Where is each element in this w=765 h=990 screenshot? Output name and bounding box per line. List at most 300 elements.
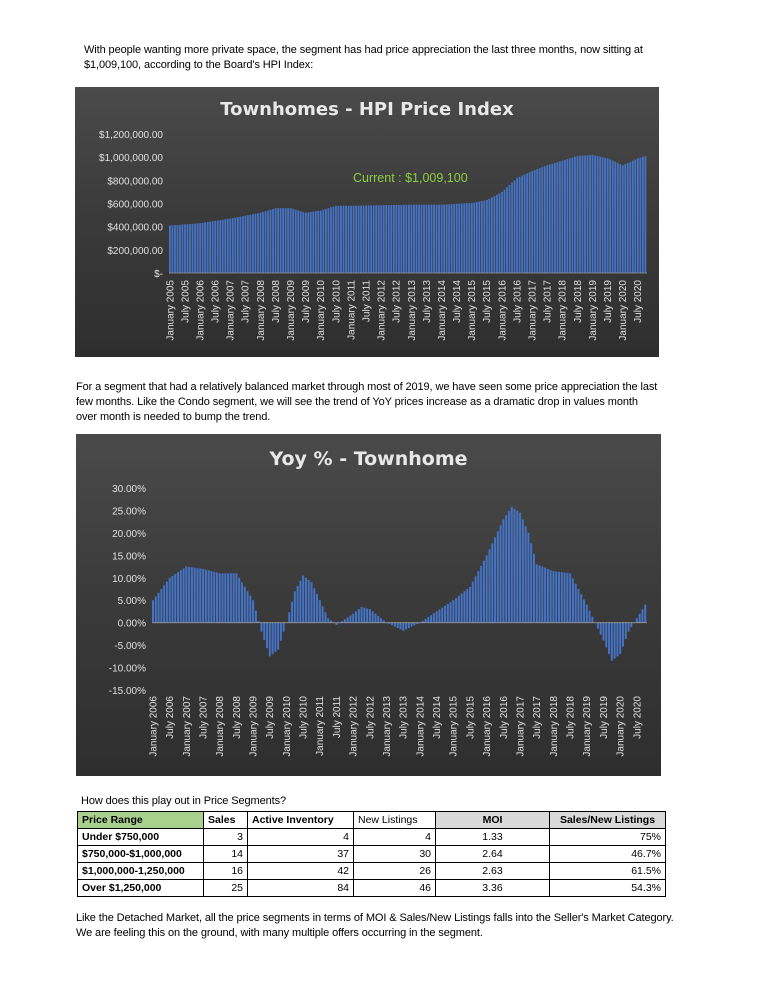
- cell-active-inventory: 84: [248, 880, 354, 897]
- hpi-bar: [461, 204, 463, 274]
- cell-price-range: $1,000,000-1,250,000: [78, 863, 204, 880]
- hpi-bar: [521, 176, 523, 273]
- yoy-bar: [269, 623, 271, 657]
- yoy-bar: [405, 623, 407, 630]
- yoy-bar: [463, 591, 465, 622]
- hpi-bar: [599, 157, 601, 273]
- yoy-bar: [177, 572, 179, 623]
- yoy-x-tick: July 2014: [432, 696, 444, 739]
- yoy-bar: [283, 623, 285, 632]
- hpi-bar: [368, 205, 370, 273]
- yoy-x-tick: January 2016: [482, 696, 494, 757]
- hpi-bar: [275, 208, 277, 273]
- hpi-x-tick: July 2010: [331, 280, 343, 323]
- hpi-x-tick: July 2018: [572, 280, 584, 323]
- hpi-x-tick: July 2007: [240, 280, 252, 323]
- hpi-bar: [624, 164, 626, 273]
- hpi-bar: [534, 170, 536, 273]
- yoy-x-tick: July 2016: [498, 696, 510, 739]
- yoy-bar: [155, 596, 157, 622]
- cell-sales-new-listings: 54.3%: [550, 880, 666, 897]
- hpi-bar: [320, 210, 322, 273]
- yoy-x-tick: July 2019: [598, 696, 610, 739]
- yoy-bar: [444, 606, 446, 623]
- yoy-bar: [636, 618, 638, 622]
- yoy-bar: [347, 617, 349, 622]
- cell-moi: 2.64: [436, 846, 550, 863]
- yoy-bar: [227, 573, 229, 622]
- hpi-x-tick: July 2012: [391, 280, 403, 323]
- yoy-bar: [616, 623, 618, 657]
- yoy-bar: [455, 598, 457, 623]
- cell-sales: 14: [204, 846, 248, 863]
- hpi-bar: [204, 222, 206, 273]
- yoy-bar: [402, 623, 404, 631]
- yoy-bar: [497, 531, 499, 622]
- yoy-chart: [76, 434, 661, 776]
- hpi-bar: [250, 215, 252, 273]
- yoy-bar: [589, 611, 591, 623]
- yoy-bar: [169, 578, 171, 623]
- yoy-bar: [196, 568, 198, 623]
- yoy-bar: [614, 623, 616, 659]
- hpi-bar: [282, 208, 284, 273]
- hpi-bar: [426, 205, 428, 273]
- hpi-bar: [566, 159, 568, 273]
- hpi-x-tick: January 2006: [195, 280, 207, 341]
- hpi-bar: [504, 190, 506, 273]
- yoy-bar: [316, 594, 318, 622]
- hpi-bar: [589, 155, 591, 273]
- hpi-bar: [423, 205, 425, 273]
- hpi-bar: [363, 206, 365, 273]
- yoy-x-tick: January 2019: [582, 696, 594, 757]
- yoy-y-tick: 5.00%: [117, 596, 146, 608]
- hpi-bar: [390, 205, 392, 273]
- hpi-bar: [353, 206, 355, 273]
- yoy-bar: [530, 543, 532, 622]
- yoy-bar: [552, 571, 554, 623]
- hpi-bar: [335, 206, 337, 273]
- hpi-bar: [642, 157, 644, 273]
- yoy-bar: [580, 594, 582, 622]
- yoy-chart-plot: [76, 434, 661, 776]
- hpi-bar: [526, 173, 528, 273]
- yoy-bar: [397, 623, 399, 628]
- yoy-bar: [369, 609, 371, 622]
- hpi-bar: [549, 165, 551, 274]
- yoy-y-tick: 10.00%: [112, 573, 146, 585]
- yoy-bar: [280, 623, 282, 641]
- yoy-bar: [238, 578, 240, 623]
- hpi-bar: [172, 225, 174, 273]
- yoy-x-tick: January 2006: [148, 696, 160, 757]
- hpi-bar: [222, 220, 224, 273]
- yoy-bar: [363, 608, 365, 623]
- hpi-bar: [458, 204, 460, 273]
- table-header-row: [78, 812, 666, 829]
- hpi-bar: [383, 205, 385, 273]
- hpi-bar: [169, 226, 171, 273]
- hpi-bar: [413, 205, 415, 273]
- hpi-bar: [483, 201, 485, 273]
- yoy-bar: [185, 567, 187, 623]
- hpi-y-tick: $800,000.00: [107, 176, 163, 188]
- yoy-bar: [644, 605, 646, 623]
- yoy-bar: [550, 570, 552, 623]
- hpi-bar: [297, 210, 299, 273]
- yoy-bar: [374, 614, 376, 623]
- hpi-bar: [365, 206, 367, 273]
- hpi-bar: [373, 205, 375, 273]
- hpi-bar: [272, 209, 274, 273]
- hpi-bar: [237, 217, 239, 273]
- cell-new-listings: 30: [354, 846, 436, 863]
- yoy-bar: [380, 618, 382, 622]
- yoy-bar: [308, 580, 310, 623]
- yoy-bar: [322, 606, 324, 622]
- yoy-y-tick: 0.00%: [117, 618, 146, 630]
- yoy-y-tick: 20.00%: [112, 528, 146, 540]
- yoy-x-tick: July 2011: [331, 696, 343, 739]
- hpi-bar: [207, 222, 209, 273]
- hpi-bar: [556, 162, 558, 273]
- yoy-x-tick: January 2020: [615, 696, 627, 757]
- hpi-bar: [441, 205, 443, 273]
- yoy-bar: [430, 615, 432, 622]
- hpi-bar: [536, 169, 538, 273]
- yoy-bar: [450, 602, 452, 623]
- hpi-bar: [295, 210, 297, 273]
- yoy-y-tick: -15.00%: [108, 686, 146, 697]
- hpi-x-tick: January 2007: [225, 280, 237, 341]
- yoy-bar: [438, 610, 440, 623]
- yoy-bar: [544, 568, 546, 623]
- hpi-bar: [466, 203, 468, 273]
- hpi-x-tick: January 2013: [406, 280, 418, 341]
- cell-price-range: $750,000-$1,000,000: [78, 846, 204, 863]
- cell-active-inventory: 4: [248, 829, 354, 846]
- yoy-bar: [603, 623, 605, 641]
- yoy-bar: [210, 571, 212, 623]
- hpi-bar: [436, 205, 438, 273]
- hpi-bar: [421, 205, 423, 273]
- yoy-bar: [641, 609, 643, 622]
- yoy-bar: [619, 623, 621, 654]
- hpi-bar: [322, 210, 324, 273]
- yoy-x-tick: January 2013: [381, 696, 393, 757]
- yoy-x-tick: January 2014: [415, 696, 427, 757]
- yoy-bar: [391, 623, 393, 626]
- yoy-bar: [202, 569, 204, 623]
- hpi-bar: [380, 205, 382, 273]
- hpi-bar: [202, 223, 204, 273]
- hpi-x-tick: July 2013: [421, 280, 433, 323]
- hpi-bar: [307, 212, 309, 273]
- hpi-bar: [564, 160, 566, 273]
- hpi-bar: [612, 161, 614, 273]
- yoy-bar: [249, 596, 251, 623]
- hpi-y-tick: $-: [154, 269, 163, 280]
- hpi-bar: [360, 206, 362, 273]
- hpi-bar: [524, 175, 526, 273]
- yoy-bar: [533, 554, 535, 623]
- yoy-bar: [319, 600, 321, 622]
- hpi-bar: [398, 205, 400, 273]
- hpi-bar: [262, 212, 264, 273]
- yoy-bar: [163, 585, 165, 622]
- header-active-inventory: Active Inventory: [248, 812, 354, 829]
- hpi-bar: [453, 204, 455, 273]
- hpi-bar: [546, 165, 548, 273]
- hpi-bar: [317, 211, 319, 273]
- yoy-bar: [366, 608, 368, 622]
- cell-moi: 1.33: [436, 829, 550, 846]
- yoy-bar: [188, 567, 190, 623]
- hpi-bar: [214, 221, 216, 273]
- hpi-bar: [491, 197, 493, 273]
- yoy-bar: [344, 619, 346, 622]
- hpi-y-tick: $600,000.00: [107, 199, 163, 211]
- hpi-bar: [511, 183, 513, 273]
- yoy-x-tick: July 2007: [198, 696, 210, 739]
- yoy-bar: [475, 576, 477, 622]
- yoy-y-tick: -10.00%: [108, 663, 146, 675]
- yoy-bar: [425, 619, 427, 623]
- hpi-y-tick: $1,200,000.00: [99, 130, 163, 141]
- hpi-bar: [572, 158, 574, 273]
- yoy-bar: [486, 555, 488, 622]
- hpi-bar: [252, 214, 254, 273]
- price-segments-table: [77, 811, 666, 897]
- hpi-bar: [622, 165, 624, 273]
- hpi-x-tick: January 2009: [286, 280, 298, 341]
- hpi-bar: [451, 204, 453, 273]
- yoy-bar: [494, 537, 496, 622]
- header-sales: Sales: [204, 812, 248, 829]
- hpi-bar: [489, 199, 491, 273]
- header-sales-new-listings: Sales/New Listings: [550, 812, 666, 829]
- yoy-bar: [625, 623, 627, 639]
- hpi-bar: [418, 205, 420, 273]
- hpi-x-tick: January 2020: [618, 280, 630, 341]
- hpi-bar: [539, 168, 541, 273]
- hpi-bar: [501, 192, 503, 273]
- hpi-bar: [494, 196, 496, 273]
- hpi-bar: [644, 156, 646, 273]
- yoy-bar: [622, 623, 624, 647]
- hpi-bar: [531, 171, 533, 273]
- yoy-bar: [527, 533, 529, 623]
- hpi-bar: [582, 156, 584, 273]
- hpi-bar: [438, 205, 440, 273]
- yoy-bar: [522, 519, 524, 622]
- yoy-bar: [491, 543, 493, 622]
- cell-active-inventory: 42: [248, 863, 354, 880]
- hpi-bar: [244, 216, 246, 273]
- yoy-bar: [160, 589, 162, 623]
- hpi-bar: [604, 158, 606, 273]
- hpi-bar: [197, 223, 199, 273]
- yoy-bar: [263, 623, 265, 640]
- hpi-bar: [443, 205, 445, 273]
- yoy-bar: [547, 569, 549, 623]
- hpi-bar: [199, 223, 201, 273]
- hpi-x-tick: January 2016: [497, 280, 509, 341]
- hpi-bar: [597, 156, 599, 273]
- hpi-bar: [431, 205, 433, 273]
- current-value-annotation: Current : $1,009,100: [353, 171, 468, 185]
- yoy-bar: [511, 507, 513, 623]
- yoy-bar: [297, 586, 299, 623]
- hpi-bar: [194, 224, 196, 273]
- hpi-bar: [433, 205, 435, 273]
- yoy-x-tick: January 2018: [548, 696, 560, 757]
- yoy-bar: [288, 612, 290, 622]
- hpi-bar: [639, 158, 641, 273]
- yoy-x-tick: July 2012: [365, 696, 377, 739]
- yoy-bar: [519, 513, 521, 623]
- hpi-x-tick: July 2019: [603, 280, 615, 323]
- yoy-bar: [558, 572, 560, 623]
- hpi-bar: [496, 195, 498, 273]
- hpi-bar: [476, 202, 478, 273]
- hpi-bar: [506, 187, 508, 273]
- hpi-bar: [255, 214, 257, 273]
- hpi-bar: [189, 224, 191, 273]
- hpi-bar: [355, 206, 357, 273]
- hpi-bar: [184, 224, 186, 273]
- yoy-bar: [628, 623, 630, 632]
- yoy-bar: [219, 573, 221, 622]
- hpi-chart-plot: [75, 87, 659, 357]
- yoy-bar: [327, 618, 329, 622]
- yoy-bar: [477, 571, 479, 623]
- hpi-bar: [310, 212, 312, 273]
- yoy-bar: [305, 578, 307, 623]
- hpi-bar: [577, 156, 579, 273]
- hpi-x-tick: July 2011: [361, 280, 373, 323]
- hpi-bar: [239, 217, 241, 273]
- yoy-bar: [514, 509, 516, 623]
- hpi-bar: [617, 163, 619, 273]
- hpi-bar: [174, 225, 176, 273]
- hpi-bar: [614, 162, 616, 273]
- header-price-range: Price Range: [78, 812, 204, 829]
- hpi-bar: [325, 209, 327, 273]
- yoy-x-tick: July 2006: [165, 696, 177, 739]
- hpi-bar: [260, 213, 262, 273]
- yoy-y-tick: 30.00%: [112, 484, 146, 495]
- hpi-bar: [594, 155, 596, 273]
- hpi-bar: [312, 212, 314, 273]
- hpi-bar: [393, 205, 395, 273]
- hpi-bar: [446, 204, 448, 273]
- yoy-bar: [152, 600, 154, 622]
- hpi-x-tick: July 2005: [180, 280, 192, 323]
- hpi-bar: [343, 206, 345, 273]
- hpi-bar: [395, 205, 397, 273]
- hpi-x-tick: July 2017: [542, 280, 554, 323]
- cell-new-listings: 4: [354, 829, 436, 846]
- hpi-bar: [209, 222, 211, 273]
- yoy-bar: [516, 511, 518, 623]
- yoy-bar: [577, 589, 579, 623]
- table-caption: How does this play out in Price Segments?: [81, 795, 287, 807]
- cell-price-range: Over $1,250,000: [78, 880, 204, 897]
- yoy-x-tick: July 2015: [465, 696, 477, 739]
- yoy-bar: [244, 587, 246, 623]
- yoy-x-tick: July 2010: [298, 696, 310, 739]
- hpi-bar: [592, 155, 594, 273]
- hpi-bar: [212, 221, 214, 273]
- yoy-bar: [260, 623, 262, 632]
- yoy-bar: [224, 573, 226, 622]
- hpi-x-tick: July 2006: [210, 280, 222, 323]
- yoy-bar: [591, 617, 593, 623]
- hpi-bar: [242, 216, 244, 273]
- yoy-x-tick: July 2017: [532, 696, 544, 739]
- hpi-bar: [411, 205, 413, 273]
- yoy-bar: [166, 582, 168, 623]
- hpi-bar: [514, 180, 516, 273]
- yoy-bar: [413, 623, 415, 626]
- yoy-bar: [441, 608, 443, 623]
- hpi-bar: [179, 225, 181, 273]
- yoy-bar: [536, 564, 538, 622]
- yoy-bar: [241, 582, 243, 622]
- cell-sales: 16: [204, 863, 248, 880]
- hpi-x-tick: January 2019: [587, 280, 599, 341]
- yoy-bar: [230, 573, 232, 622]
- yoy-bar: [597, 623, 599, 629]
- hpi-bar: [217, 220, 219, 273]
- hpi-bar: [632, 161, 634, 273]
- yoy-bar: [324, 612, 326, 622]
- yoy-bar: [605, 623, 607, 648]
- yoy-x-tick: January 2009: [248, 696, 260, 757]
- yoy-bar: [191, 567, 193, 622]
- hpi-bar: [348, 206, 350, 273]
- hpi-bar: [177, 225, 179, 273]
- table-row: [78, 846, 666, 863]
- hpi-bar: [473, 202, 475, 273]
- hpi-bar: [300, 211, 302, 273]
- yoy-bar: [233, 573, 235, 622]
- hpi-bar: [315, 211, 317, 273]
- cell-price-range: Under $750,000: [78, 829, 204, 846]
- yoy-x-tick: January 2011: [315, 696, 327, 756]
- hpi-bar: [637, 158, 639, 273]
- hpi-bar: [602, 157, 604, 273]
- hpi-bar: [370, 205, 372, 273]
- yoy-bar: [171, 576, 173, 623]
- hpi-bar: [559, 161, 561, 273]
- hpi-bar: [267, 210, 269, 273]
- hpi-bar: [584, 155, 586, 273]
- yoy-bar: [252, 600, 254, 622]
- yoy-bar: [566, 573, 568, 623]
- hpi-bar: [375, 205, 377, 273]
- hpi-bar: [551, 164, 553, 273]
- yoy-bar: [427, 617, 429, 623]
- yoy-bar: [180, 570, 182, 622]
- yoy-bar: [299, 581, 301, 623]
- yoy-bar: [525, 526, 527, 623]
- yoy-bar: [291, 602, 293, 623]
- yoy-bar: [447, 604, 449, 623]
- hpi-x-tick: January 2015: [467, 280, 479, 341]
